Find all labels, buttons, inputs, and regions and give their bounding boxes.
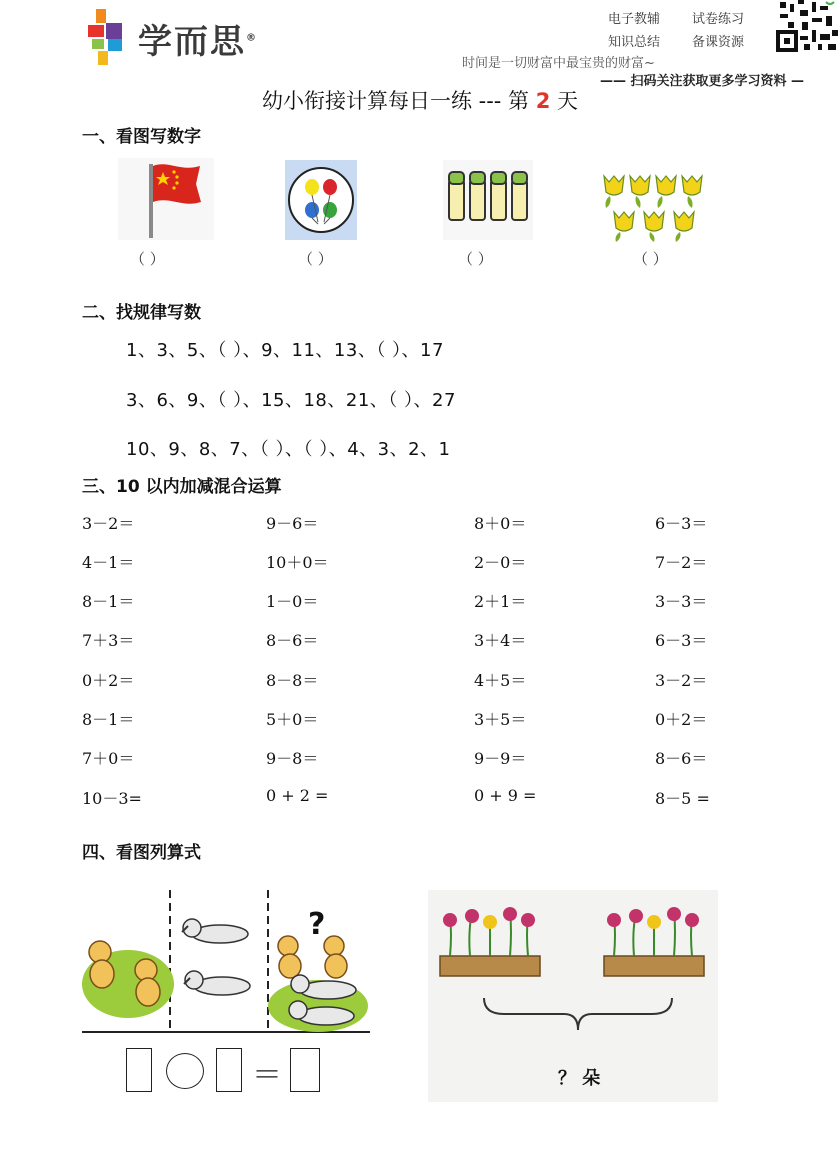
section4-heading: 四、看图列算式 bbox=[82, 843, 201, 863]
calc-r1-c4[interactable]: 6－3＝ bbox=[655, 514, 708, 533]
calc-r2-c3[interactable]: 2－0＝ bbox=[474, 553, 527, 572]
calc-r8-c2[interactable]: 0 + 2 = bbox=[266, 786, 329, 805]
calc-r8-c4[interactable]: 8－5 = bbox=[655, 789, 710, 808]
calc-r5-c4[interactable]: 3－2＝ bbox=[655, 671, 708, 690]
calc-r6-c3[interactable]: 3＋5＝ bbox=[474, 710, 527, 729]
calc-r3-c3[interactable]: 2＋1＝ bbox=[474, 592, 527, 611]
answer-blank-pencils[interactable]: （ ） bbox=[458, 250, 493, 268]
calc-r4-c4[interactable]: 6－3＝ bbox=[655, 631, 708, 650]
calc-r1-c2[interactable]: 9－6＝ bbox=[266, 514, 319, 533]
calc-r4-c3[interactable]: 3＋4＝ bbox=[474, 631, 527, 650]
equation-box-1[interactable] bbox=[126, 1048, 152, 1092]
section1-heading: 一、看图写数字 bbox=[82, 127, 201, 147]
logo-text: 学而思® bbox=[138, 21, 258, 62]
link-knowledge-summary[interactable]: 知识总结 bbox=[608, 35, 661, 50]
calc-r7-c2[interactable]: 9－8＝ bbox=[266, 749, 319, 768]
flower-boxes-picture bbox=[428, 890, 718, 1102]
calc-r7-c4[interactable]: 8－6＝ bbox=[655, 749, 708, 768]
dogs-picture bbox=[80, 888, 372, 1038]
calc-r8-c3[interactable]: 0 + 9 = bbox=[474, 786, 537, 805]
page-title: 幼小衔接计算每日一练 --- 第 2 天 bbox=[261, 89, 579, 113]
flower-question-text: ？ 朵 bbox=[558, 1068, 601, 1089]
equation-operator-circle[interactable] bbox=[166, 1053, 204, 1089]
calc-r3-c1[interactable]: 8－1＝ bbox=[82, 592, 135, 611]
day-number: 2 bbox=[535, 89, 551, 113]
link-test-practice[interactable]: 试卷练习 bbox=[692, 12, 745, 27]
section2-heading: 二、找规律写数 bbox=[82, 303, 201, 323]
calc-r7-c1[interactable]: 7＋0＝ bbox=[82, 749, 135, 768]
answer-blank-balloons[interactable]: （ ） bbox=[298, 250, 333, 268]
equals-sign: ＝ bbox=[252, 1058, 282, 1093]
calc-r5-c1[interactable]: 0＋2＝ bbox=[82, 671, 135, 690]
flag-picture bbox=[118, 158, 214, 240]
link-e-textbook[interactable]: 电子教辅 bbox=[608, 12, 661, 27]
calc-r4-c2[interactable]: 8－6＝ bbox=[266, 631, 319, 650]
logo-mark-icon bbox=[88, 9, 130, 67]
answer-blank-tulips[interactable]: （ ） bbox=[633, 250, 668, 268]
calc-r3-c4[interactable]: 3－3＝ bbox=[655, 592, 708, 611]
scan-follow-text: —— 扫码关注获取更多学习资料 — bbox=[600, 74, 805, 89]
question-mark: ? bbox=[308, 907, 326, 942]
pencils-picture bbox=[443, 160, 533, 240]
sequence-row-1[interactable]: 1、3、5、（ ）、9、11、13、（ ）、17 bbox=[126, 340, 444, 361]
calc-r6-c1[interactable]: 8－1＝ bbox=[82, 710, 135, 729]
equation-box-result[interactable] bbox=[290, 1048, 320, 1092]
calc-r1-c1[interactable]: 3－2＝ bbox=[82, 514, 135, 533]
calc-r8-c1[interactable]: 10－3= bbox=[82, 789, 142, 808]
answer-blank-flag[interactable]: （ ） bbox=[130, 250, 165, 268]
motto-text: 时间是一切财富中最宝贵的财富~ bbox=[462, 56, 655, 71]
section3-heading: 三、10 以内加减混合运算 bbox=[82, 477, 282, 497]
calc-r6-c4[interactable]: 0＋2＝ bbox=[655, 710, 708, 729]
calc-r2-c1[interactable]: 4－1＝ bbox=[82, 553, 135, 572]
calc-r6-c2[interactable]: 5＋0＝ bbox=[266, 710, 319, 729]
equation-box-2[interactable] bbox=[216, 1048, 242, 1092]
calc-r7-c3[interactable]: 9－9＝ bbox=[474, 749, 527, 768]
calc-r5-c2[interactable]: 8－8＝ bbox=[266, 671, 319, 690]
calc-r2-c4[interactable]: 7－2＝ bbox=[655, 553, 708, 572]
sequence-row-3[interactable]: 10、9、8、7、（ ）、（ ）、4、3、2、1 bbox=[126, 439, 451, 460]
balloons-picture bbox=[285, 160, 357, 240]
brand-logo bbox=[88, 8, 258, 68]
tulips-picture bbox=[600, 170, 718, 244]
sequence-row-2[interactable]: 3、6、9、（ ）、15、18、21、（ ）、27 bbox=[126, 390, 456, 411]
calc-r4-c1[interactable]: 7＋3＝ bbox=[82, 631, 135, 650]
calc-r2-c2[interactable]: 10＋0＝ bbox=[266, 553, 329, 572]
calc-r1-c3[interactable]: 8＋0＝ bbox=[474, 514, 527, 533]
calc-r3-c2[interactable]: 1－0＝ bbox=[266, 592, 319, 611]
qr-code-icon[interactable] bbox=[776, 0, 840, 52]
link-lesson-resources[interactable]: 备课资源 bbox=[692, 35, 745, 50]
calc-r5-c3[interactable]: 4＋5＝ bbox=[474, 671, 527, 690]
